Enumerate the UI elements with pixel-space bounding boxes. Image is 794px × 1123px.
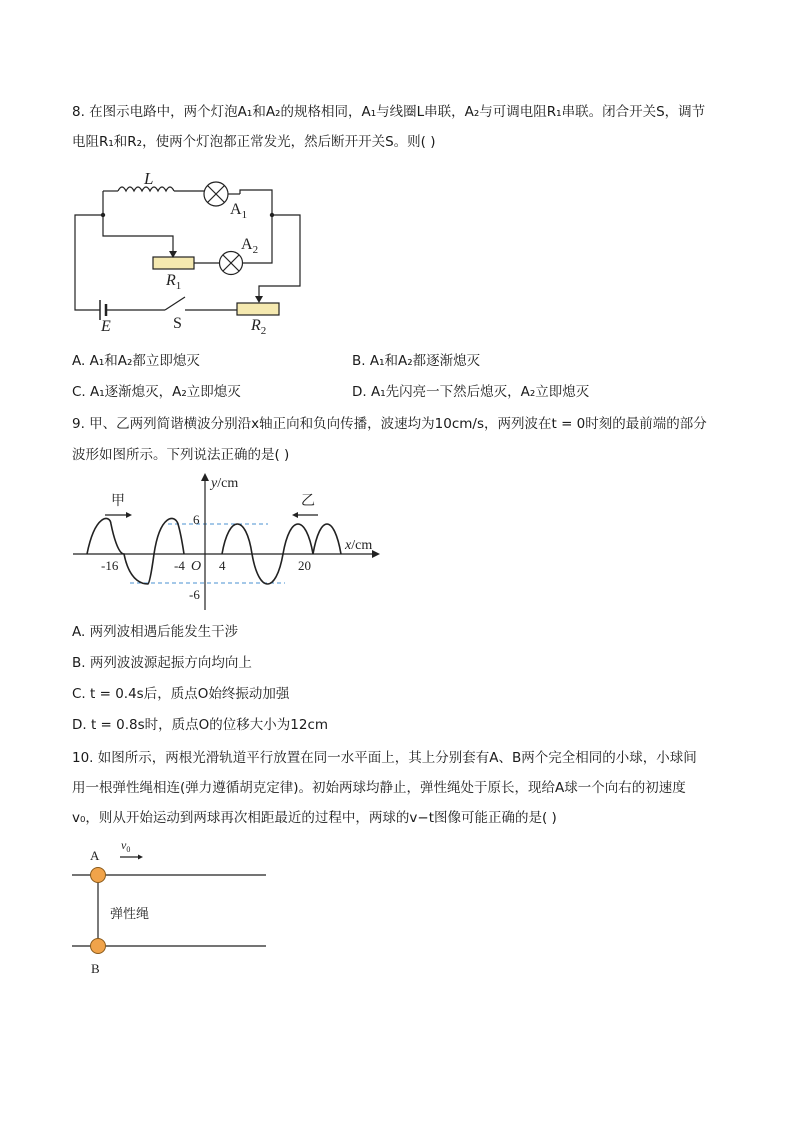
- tick-neg4: -4: [174, 558, 185, 573]
- q9-text-line1: 9. 甲、乙两列简谐横波分别沿x轴正向和负向传播，波速均为10cm/s，两列波在t = 0时刻的最前端的部分: [72, 416, 707, 432]
- q8-option-d[interactable]: D. A₁先闪亮一下然后熄灭，A₂立即熄灭: [352, 384, 590, 400]
- q9-option-a[interactable]: A. 两列波相遇后能发生干涉: [72, 624, 239, 640]
- label-S: S: [173, 315, 182, 332]
- label-v0: $v_0$: [121, 838, 131, 854]
- label-ball-a: A: [90, 848, 100, 863]
- tick-neg16: -16: [101, 558, 119, 573]
- tick-6: 6: [193, 512, 200, 527]
- label-L: L: [144, 169, 154, 188]
- tick-4: 4: [219, 558, 226, 573]
- q8-text-line1: 8. 在图示电路中，两个灯泡A₁和A₂的规格相同，A₁与线圈L串联，A₂与可调电阻R₁串联。闭合开关S，调节: [72, 104, 706, 120]
- label-R1: $R_1$: [166, 272, 182, 292]
- q9-text-line2: 波形如图所示。下列说法正确的是( ): [72, 447, 290, 463]
- label-jia: 甲: [111, 493, 125, 509]
- tick-neg6: -6: [189, 587, 200, 602]
- q10-text-line3: v₀，则从开始运动到两球再次相距最近的过程中，两球的v−t图像可能正确的是( ): [72, 810, 557, 826]
- q9-option-b[interactable]: B. 两列波波源起振方向均向上: [72, 655, 252, 671]
- q10-text-line1: 10. 如图所示，两根光滑轨道平行放置在同一水平面上，其上分别套有A、B两个完全相同的小球，小球间: [72, 750, 697, 766]
- q8-text-line2: 电阻R₁和R₂，使两个灯泡都正常发光，然后断开开关S。则( ): [72, 134, 436, 150]
- label-yi: 乙: [301, 493, 315, 509]
- tick-20: 20: [298, 558, 311, 573]
- x-axis-label: x/cm: [345, 538, 373, 553]
- label-E: E: [101, 318, 111, 335]
- label-A2: $A_2$: [241, 236, 259, 256]
- ball-a: [91, 868, 106, 883]
- label-R2: $R_2$: [251, 317, 267, 337]
- label-A1: $A_1$: [230, 201, 248, 221]
- label-ball-b: B: [91, 961, 100, 976]
- q8-option-b[interactable]: B. A₁和A₂都逐渐熄灭: [352, 353, 481, 369]
- y-axis-label: y/cm: [211, 476, 239, 491]
- q8-option-c[interactable]: C. A₁逐渐熄灭，A₂立即熄灭: [72, 384, 241, 400]
- q9-option-d[interactable]: D. t = 0.8s时，质点O的位移大小为12cm: [72, 717, 329, 733]
- q8-option-a[interactable]: A. A₁和A₂都立即熄灭: [72, 353, 200, 369]
- origin-label: O: [191, 559, 202, 574]
- label-rope: 弹性绳: [110, 907, 150, 922]
- ball-b: [91, 939, 106, 954]
- q10-text-line2: 用一根弹性绳相连(弹力遵循胡克定律)。初始两球均静止，弹性绳处于原长，现给A球一个向右的初速度: [72, 780, 686, 796]
- q9-option-c[interactable]: C. t = 0.4s后，质点O始终振动加强: [72, 686, 290, 702]
